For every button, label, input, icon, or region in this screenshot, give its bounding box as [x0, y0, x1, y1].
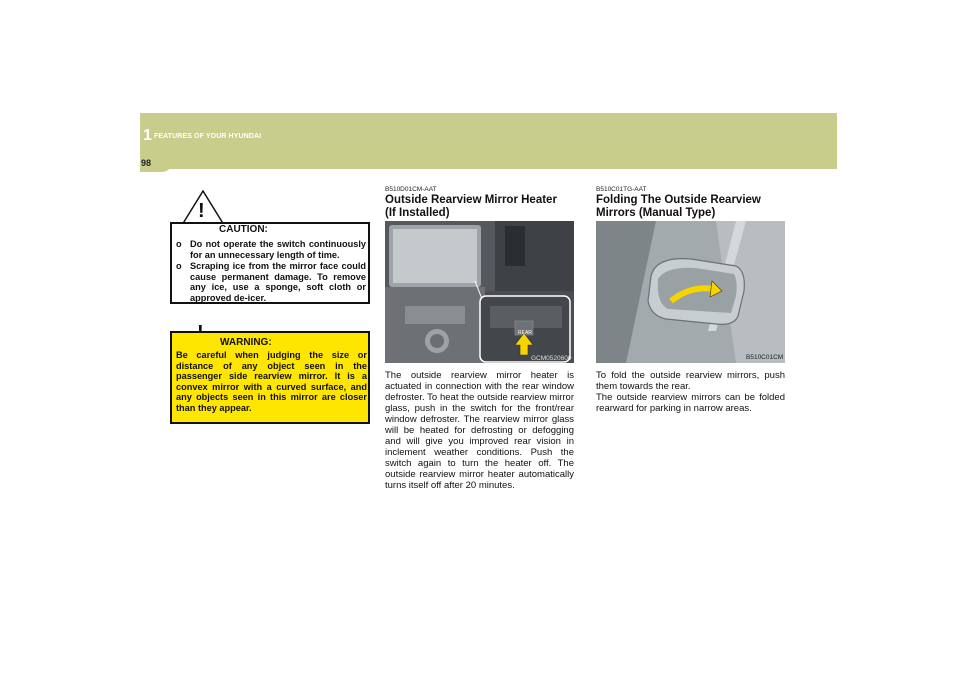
- caution-icon: [181, 190, 225, 226]
- warning-box: [170, 331, 370, 424]
- folding-code: B510C01TG-AAT: [596, 186, 647, 193]
- folding-body: To fold the outside rearview mirrors, push them towards the rear. The outside rearview mirrors can be folded rearward for parking in narrow areas.: [596, 370, 785, 414]
- caution-item: o Do not operate the switch continuously for an unnecessary length of time.: [176, 239, 366, 260]
- caution-title: CAUTION:: [219, 224, 268, 235]
- chapter-number: 1: [143, 127, 152, 144]
- caution-item: o Scraping ice from the mirror face could cause permanent damage. To remove any ice, use a sponge, soft cloth or approved de-icer.: [176, 261, 366, 303]
- folding-photo: [596, 221, 785, 363]
- page-number: 98: [141, 158, 152, 168]
- caution-box: [170, 222, 370, 304]
- heater-photo-label: GCM0520600: [531, 355, 572, 362]
- folding-title: Folding The Outside Rearview Mirrors (Manual Type): [596, 194, 761, 219]
- caution-list: [176, 239, 366, 304]
- header-band: [140, 113, 837, 169]
- caution-symbol: !: [198, 200, 205, 222]
- heater-photo: [385, 221, 574, 363]
- heater-code: B510D01CM-AAT: [385, 186, 437, 193]
- heater-title: Outside Rearview Mirror Heater (If Installed): [385, 194, 557, 219]
- chapter-title: FEATURES OF YOUR HYUNDAI: [154, 133, 262, 140]
- warning-text: Be careful when judging the size or distance of any object seen in the passenger side rearview mirror. It is a convex mirror with a curved surface, and any objects seen in this mirror are closer than they appear.: [176, 350, 367, 413]
- folding-photo-label: B510C01CM: [746, 354, 784, 361]
- heater-body: The outside rearview mirror heater is actuated in connection with the rear window defroster. To heat the outside rearview mirror glass, push in the switch for the front/rear window defroster. The rearview mirror glass will be heated for defrosting or defogging and will give you improved rear vision in inclement weather conditions. Push the switch again to turn the heater off. The outside rearview mirror heater automatically turns itself off after 20 minutes.: [385, 370, 574, 491]
- rear-button-label: REAR: [518, 330, 532, 336]
- warning-title: WARNING:: [220, 337, 272, 348]
